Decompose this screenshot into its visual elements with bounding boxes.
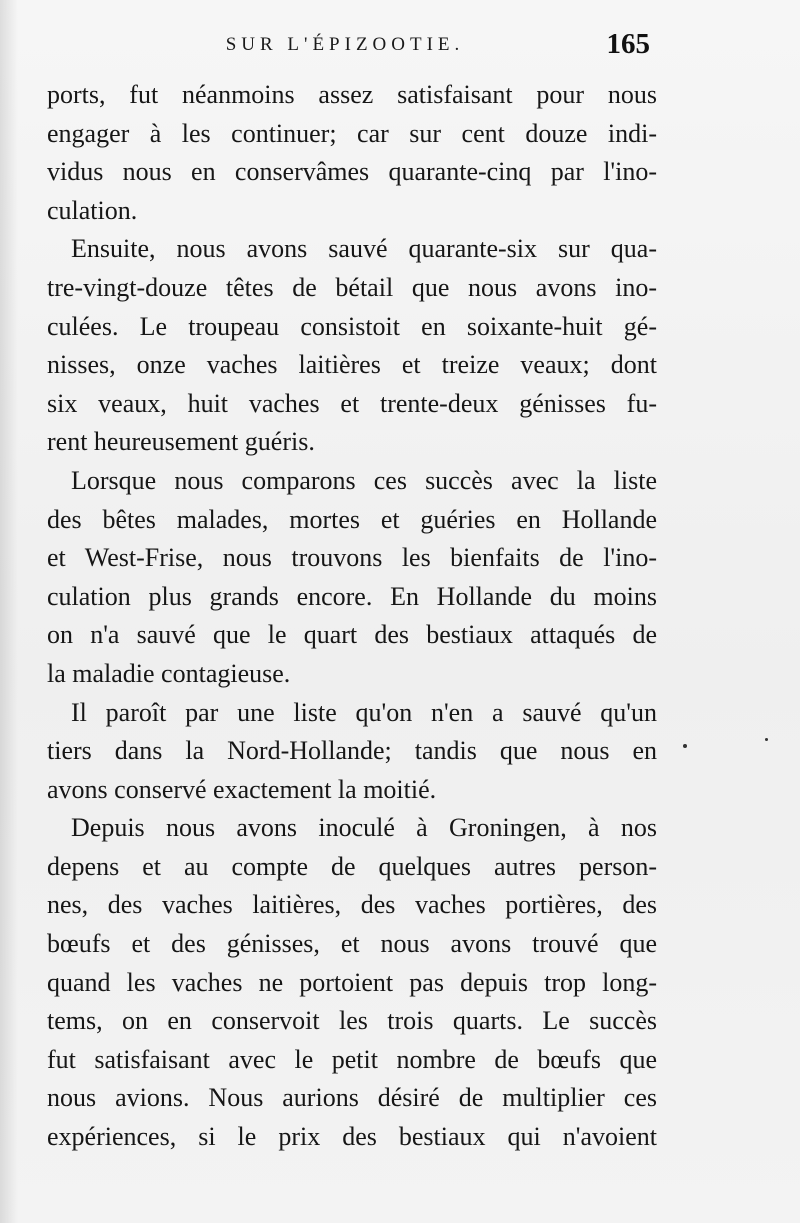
text-line: tiers dans la Nord-Hollande; tandis que nous en	[47, 736, 657, 766]
text-line: culation.	[47, 195, 138, 225]
text-line: depens et au compte de quelques autres person-	[47, 851, 657, 881]
text-line: ports, fut néanmoins assez satisfaisant pour nous	[47, 80, 657, 109]
text-line: vidus nous en conservâmes quarante-cinq par l'ino-	[47, 157, 657, 187]
text-line: culation plus grands encore. En Hollande du moins	[47, 581, 657, 611]
ink-speck	[683, 744, 687, 748]
text-line: fut satisfaisant avec le petit nombre de bœufs que	[47, 1044, 657, 1074]
running-title: SUR L'ÉPIZOOTIE.	[225, 34, 465, 55]
text-line: nes, des vaches laitières, des vaches portières, des	[47, 890, 657, 920]
text-line: des bêtes malades, mortes et guéries en Hollande	[47, 504, 657, 534]
text-line: on n'a sauvé que le quart des bestiaux attaqués de	[47, 620, 657, 650]
text-line: nisses, onze vaches laitières et treize veaux; dont	[47, 350, 657, 380]
text-line: Depuis nous avons inoculé à Groningen, à nos	[71, 813, 657, 843]
text-line: et West-Frise, nous trouvons les bienfaits de l'ino-	[47, 543, 657, 573]
text-line: bœufs et des génisses, et nous avons trouvé que	[47, 929, 657, 959]
text-line: Il paroît par une liste qu'on n'en a sauvé qu'un	[71, 697, 657, 727]
text-line: engager à les continuer; car sur cent douze indi-	[47, 118, 657, 148]
text-line: Ensuite, nous avons sauvé quarante-six sur qua-	[71, 234, 657, 264]
text-line: tre-vingt-douze têtes de bétail que nous avons ino-	[47, 272, 657, 302]
text-line: la maladie contagieuse.	[47, 658, 291, 688]
text-line: rent heureusement guéris.	[47, 427, 315, 457]
ink-speck	[765, 738, 768, 741]
text-line: six veaux, huit vaches et trente-deux génisses fu-	[47, 388, 657, 418]
page-number: 165	[606, 28, 650, 60]
text-line: quand les vaches ne portoient pas depuis trop long-	[47, 967, 657, 997]
text-line: culées. Le troupeau consistoit en soixante-huit gé-	[47, 311, 657, 341]
text-line: tems, on en conservoit les trois quarts. Le succès	[47, 1006, 657, 1036]
body-text	[47, 76, 657, 1157]
text-line: expériences, si le prix des bestiaux qui n'avoient	[47, 1122, 657, 1152]
text-line: avons conservé exactement la moitié.	[47, 774, 437, 804]
text-line: Lorsque nous comparons ces succès avec la liste	[71, 465, 657, 495]
text-line: nous avions. Nous aurions désiré de multiplier ces	[47, 1083, 657, 1113]
